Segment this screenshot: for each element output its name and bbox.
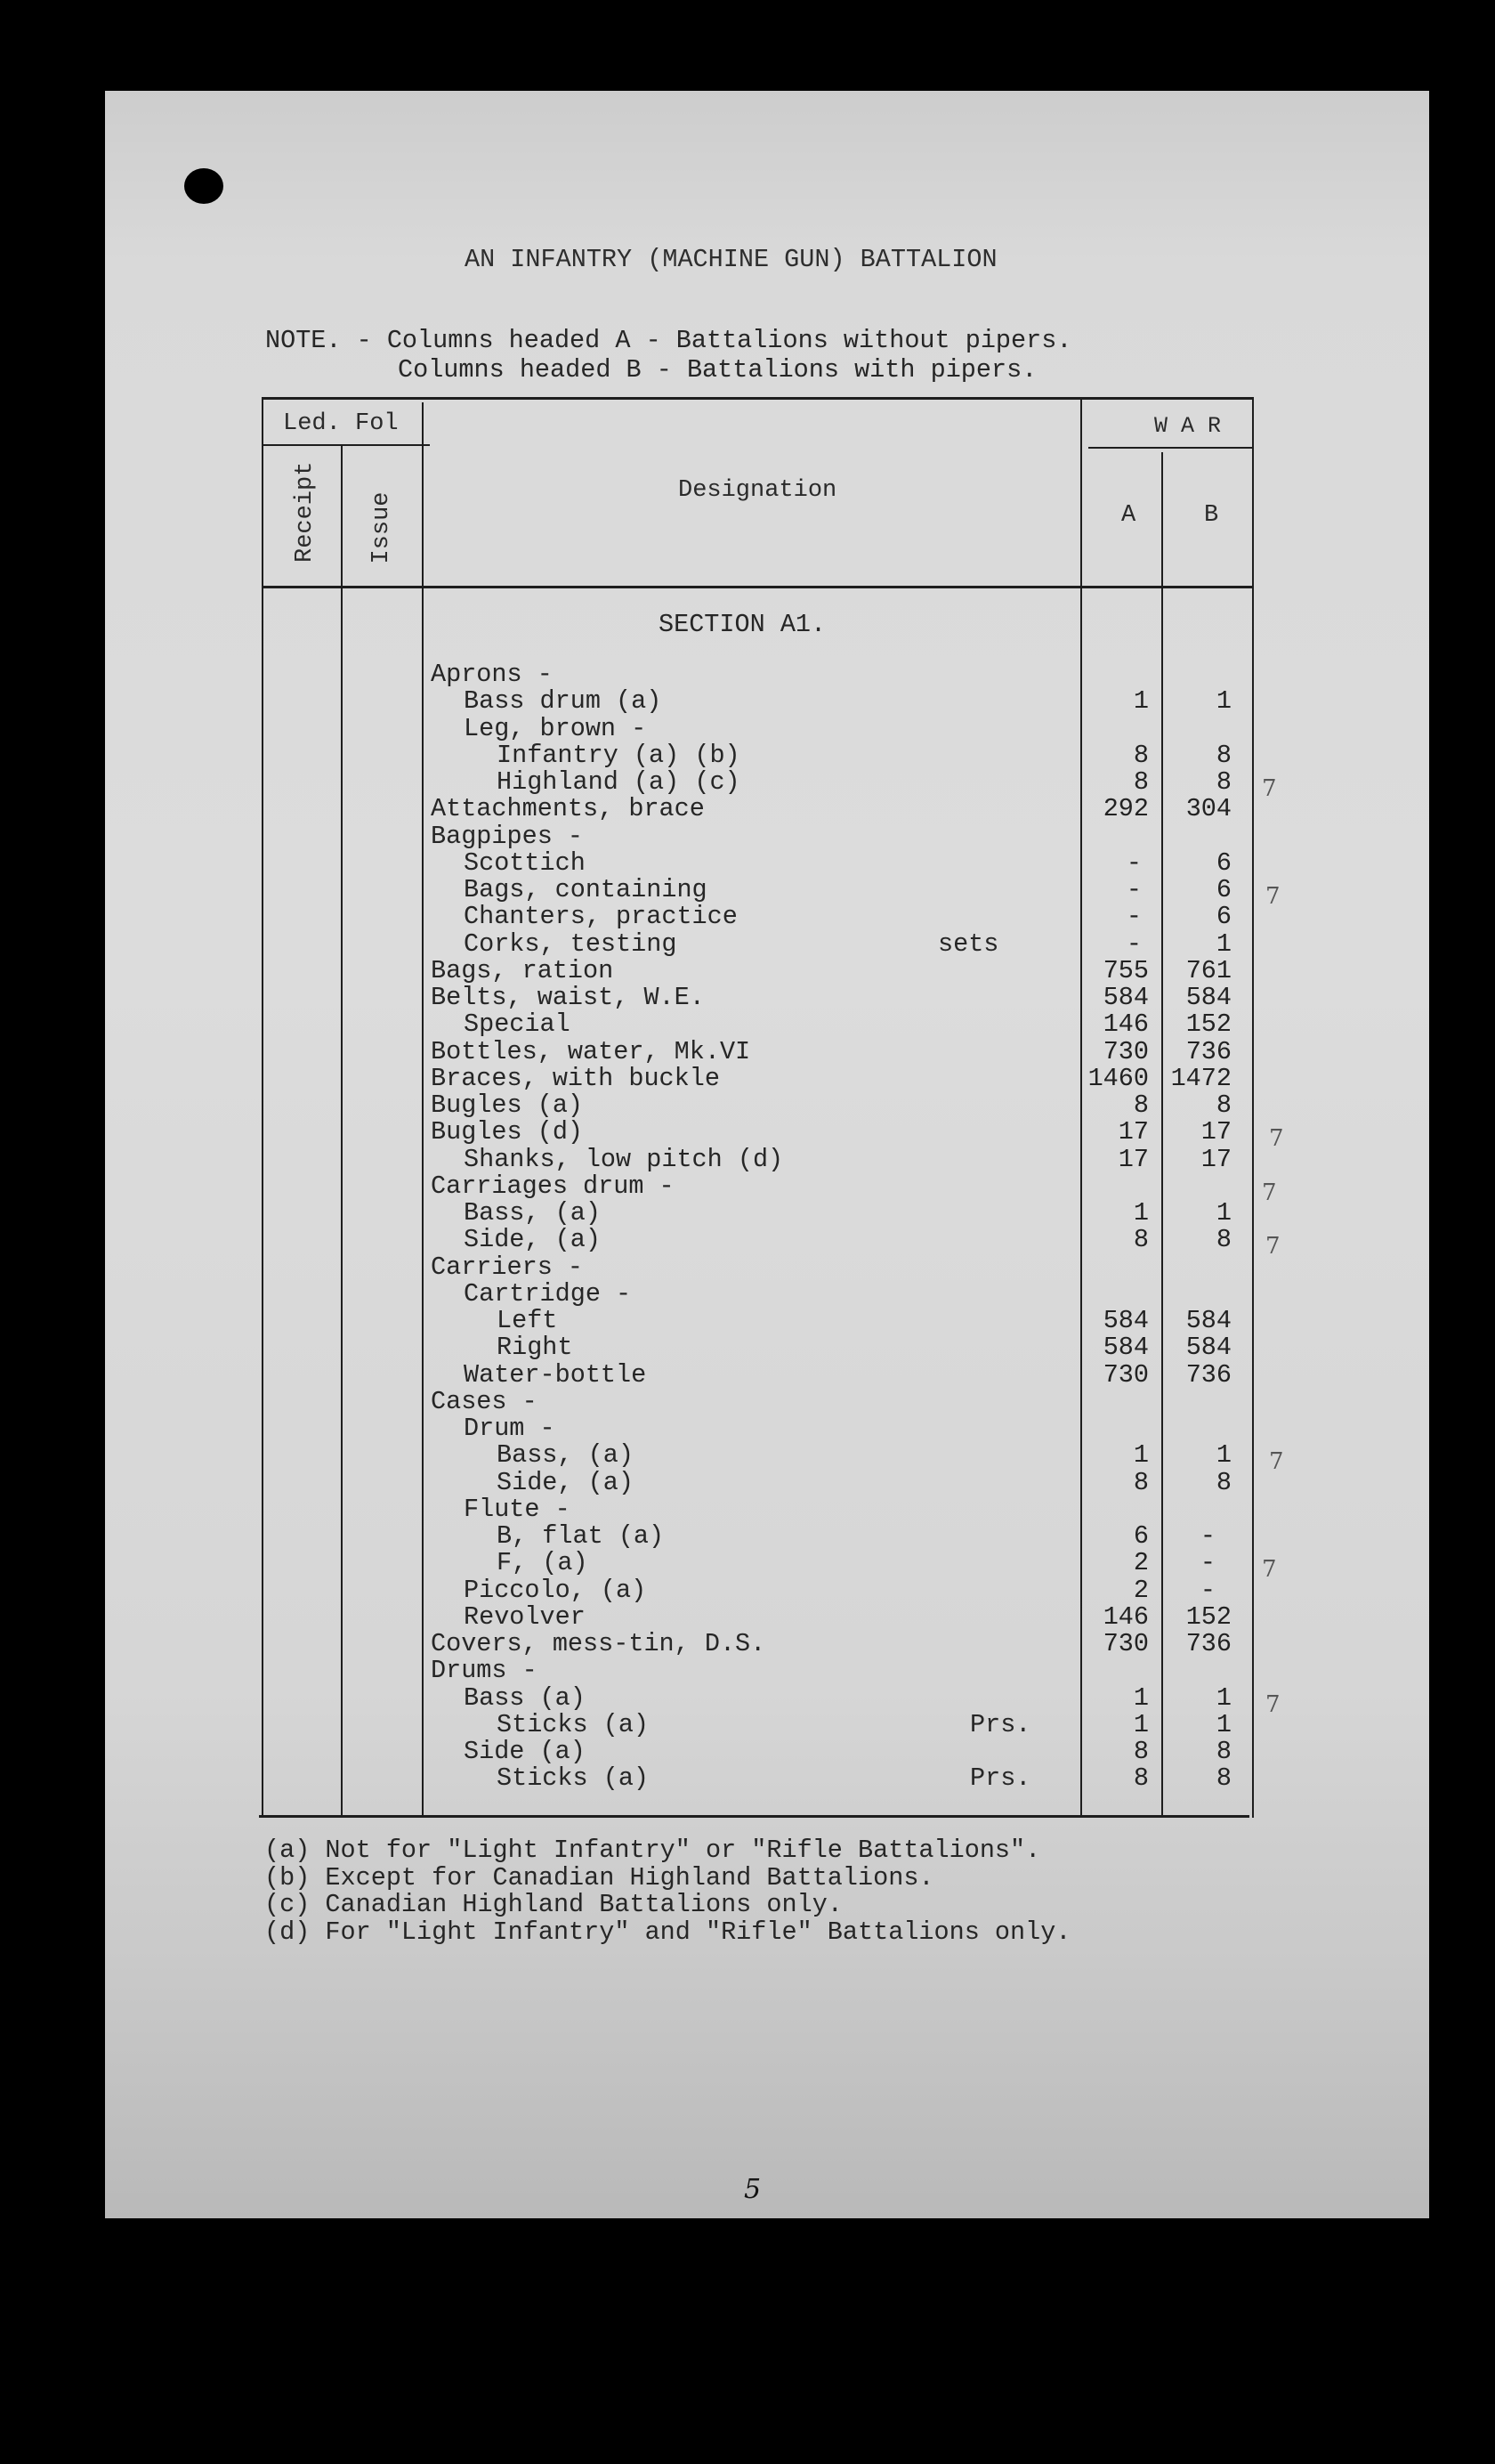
table-row [431,713,1232,743]
designation-cell: Carriages drum - [431,1171,675,1201]
col-a-cell: 8 [1133,740,1149,770]
designation-cell: Sticks (a) [497,1763,650,1794]
table-row [431,955,1232,985]
col-b-cell: 8 [1216,1467,1232,1497]
table-row [431,686,1232,717]
table-row [431,1090,1232,1120]
col-a-cell: 146 [1103,1601,1149,1632]
handwritten-check-mark: 7 [1269,1448,1284,1476]
col-b-cell: 584 [1185,983,1232,1012]
designation-cell: Flute - [464,1494,570,1524]
table-row [431,1494,1232,1524]
col-a-cell: 2 [1133,1575,1149,1605]
col-a-cell: 17 [1118,1117,1149,1147]
section-title: SECTION A1. [659,610,827,639]
col-b-cell: 1 [1216,1682,1232,1713]
table-row [431,1036,1232,1066]
col-b-cell: 1 [1216,686,1232,717]
designation-cell: Attachments, brace [431,794,705,824]
col-a-cell: 730 [1103,1629,1149,1658]
col-a-cell: 1 [1133,1682,1149,1713]
table-row [431,1117,1232,1147]
table-row [431,1658,1232,1685]
table-row [431,1763,1232,1794]
col-b-cell: 17 [1200,1144,1232,1174]
col-b-cell: 736 [1185,1359,1232,1390]
col-a-cell: 8 [1133,1467,1149,1497]
col-a-cell: 1460 [1087,1063,1149,1093]
col-b-cell: 8 [1216,1225,1232,1255]
header-ledger-folio: Led. Fol [283,410,399,437]
col-a-cell: 584 [1103,1306,1149,1335]
table-row [431,1709,1232,1739]
footnote: (d) For "Light Infantry" and "Rifle" Battalions only. [264,1917,1071,1947]
col-b-cell: 304 [1185,794,1232,824]
table-row [431,1278,1232,1309]
handwritten-check-mark: 7 [1265,883,1281,910]
col-a-cell: 1 [1133,686,1149,717]
table-row [431,1009,1232,1040]
unit-cell: sets [938,928,999,959]
designation-cell: Bags, ration [431,955,614,985]
col-a-cell: - [1126,902,1142,932]
col-a-cell: 8 [1133,1225,1149,1255]
designation-cell: Side, (a) [497,1467,634,1497]
designation-cell: Bagpipes - [431,821,584,851]
table-row [431,1682,1232,1713]
col-a-cell: 730 [1103,1359,1149,1390]
col-a-cell: 1 [1133,1709,1149,1739]
table-border-bottom [259,1815,1249,1818]
handwritten-check-mark: 7 [1262,1179,1277,1206]
document-title: AN INFANTRY (MACHINE GUN) BATTALION [465,245,998,274]
col-b-cell: - [1200,1575,1216,1605]
col-b-cell: 6 [1216,902,1232,932]
col-a-cell: 17 [1118,1144,1149,1174]
header-receipt: Receipt [292,461,319,563]
designation-cell: Leg, brown - [464,713,647,743]
designation-cell: Bugles (a) [431,1090,584,1120]
table-row [431,928,1232,959]
table-row [431,740,1232,770]
designation-cell: Infantry (a) (b) [497,740,740,770]
designation-cell: Shanks, low pitch (d) [464,1144,784,1174]
table-row [431,1521,1232,1551]
table-row [431,1739,1232,1766]
col-b-cell: 8 [1216,1090,1232,1120]
war-rule [1088,447,1254,449]
header-col-b: B [1204,502,1219,529]
header-rule [262,586,1254,588]
header-issue: Issue [368,491,395,564]
table-border-top [262,397,1254,400]
col-b-cell: 1472 [1170,1063,1232,1093]
designation-cell: Drum - [464,1414,555,1443]
table-row [431,1225,1232,1255]
table-border-left [262,397,263,1818]
issue-designation-divider [422,402,424,1817]
page-number: 5 [744,2174,762,2205]
col-b-cell: 8 [1216,767,1232,797]
col-a-cell: 584 [1103,983,1149,1012]
note-line-a: NOTE. - Columns headed A - Battalions without pipers. [265,326,1072,355]
col-a-cell: 2 [1133,1548,1149,1578]
designation-cell: Sticks (a) [497,1709,650,1739]
col-b-cell: 736 [1185,1036,1232,1066]
table-row [431,1063,1232,1093]
designation-cell: Piccolo, (a) [464,1575,647,1605]
receipt-issue-divider [341,445,343,1817]
col-b-cell: 584 [1185,1306,1232,1335]
designation-cell: Belts, waist, W.E. [431,983,705,1012]
designation-cell: Braces, with buckle [431,1063,720,1093]
handwritten-check-mark: 7 [1262,1556,1277,1584]
designation-cell: Cases - [431,1386,537,1416]
designation-cell: Water-bottle [464,1359,647,1390]
table-row [431,847,1232,878]
col-a-cell: 146 [1103,1009,1149,1040]
col-b-cell: 152 [1185,1009,1232,1040]
col-b-cell: 761 [1185,955,1232,985]
table-row [431,1386,1232,1416]
col-b-cell: 1 [1216,1709,1232,1739]
designation-cell: Bugles (d) [431,1117,584,1147]
table-row [431,1144,1232,1174]
col-a-cell: - [1126,847,1142,878]
header-war: W A R [1154,413,1222,439]
table-border-right [1252,397,1254,1818]
col-a-cell: - [1126,928,1142,959]
punch-hole [184,168,223,204]
ledfol-rule [263,444,430,446]
designation-cell: Bags, containing [464,875,707,904]
table-row [431,875,1232,904]
handwritten-check-mark: 7 [1269,1125,1284,1153]
designation-cell: Bass, (a) [497,1440,634,1471]
col-a-cell: 584 [1103,1333,1149,1363]
col-a-cell: 8 [1133,1763,1149,1794]
col-b-cell: 8 [1216,740,1232,770]
footnote: (b) Except for Canadian Highland Battalions. [264,1862,934,1893]
designation-cell: Drums - [431,1656,537,1686]
col-b-cell: 584 [1185,1333,1232,1363]
col-a-cell: 1 [1133,1440,1149,1471]
designation-cell: Covers, mess-tin, D.S. [431,1629,766,1658]
designation-cell: Bass (a) [464,1682,586,1713]
col-a-cell: 8 [1133,1090,1149,1120]
designation-cell: Side, (a) [464,1225,601,1255]
col-b-cell: 6 [1216,875,1232,904]
table-row [431,985,1232,1012]
col-a-cell: - [1126,875,1142,904]
handwritten-check-mark: 7 [1265,1690,1281,1718]
designation-cell: Bass, (a) [464,1198,601,1228]
designation-cell: Bottles, water, Mk.VI [431,1036,751,1066]
designation-cell: F, (a) [497,1548,588,1578]
table-row [431,1252,1232,1282]
col-b-cell: 8 [1216,1763,1232,1794]
table-row [431,1575,1232,1605]
designation-cell: Left [497,1306,558,1335]
designation-cell: Scottich [464,847,586,878]
table-row [431,1359,1232,1390]
col-b-cell: - [1200,1548,1216,1578]
designation-cell: Side (a) [464,1737,586,1766]
designation-cell: Chanters, practice [464,902,738,932]
note-line-b: Columns headed B - Battalions with pipers. [398,355,1038,385]
table-row [431,1467,1232,1497]
designation-cell: Special [464,1009,570,1040]
col-a-cell: 1 [1133,1198,1149,1228]
table-row [431,767,1232,797]
col-b-cell: 8 [1216,1737,1232,1766]
header-designation: Designation [678,477,837,504]
col-a-cell: 755 [1103,955,1149,985]
designation-cell: Bass drum (a) [464,686,662,717]
table-row [431,1440,1232,1471]
footnote: (c) Canadian Highland Battalions only. [264,1890,843,1919]
header-col-a: A [1121,502,1136,529]
table-row [431,1171,1232,1201]
designation-cell: B, flat (a) [497,1521,665,1551]
col-b-cell: - [1200,1521,1216,1551]
col-a-cell: 292 [1103,794,1149,824]
designation-cell: Revolver [464,1601,586,1632]
designation-cell: Highland (a) (c) [497,767,740,797]
table-row [431,821,1232,851]
col-a-cell: 6 [1133,1521,1149,1551]
col-b-cell: 1 [1216,1440,1232,1471]
table-row [431,1601,1232,1632]
table-row [431,1335,1232,1362]
handwritten-check-mark: 7 [1262,775,1277,802]
handwritten-check-mark: 7 [1265,1233,1281,1260]
designation-cell: Right [497,1333,573,1363]
col-b-cell: 1 [1216,1198,1232,1228]
table-row [431,662,1232,689]
col-a-cell: 8 [1133,767,1149,797]
col-b-cell: 17 [1200,1117,1232,1147]
col-a-cell: 730 [1103,1036,1149,1066]
col-b-cell: 152 [1185,1601,1232,1632]
col-b-cell: 736 [1185,1629,1232,1658]
designation-cell: Carriers - [431,1252,584,1282]
unit-cell: Prs. [970,1709,1031,1739]
table-row [431,904,1232,931]
col-a-cell: 8 [1133,1737,1149,1766]
col-b-cell: 6 [1216,847,1232,878]
table-row [431,1629,1232,1658]
designation-cell: Aprons - [431,660,553,689]
table-row [431,1416,1232,1443]
unit-cell: Prs. [970,1763,1031,1794]
table-row [431,1198,1232,1228]
table-row [431,1548,1232,1578]
table-row [431,1306,1232,1335]
table-row [431,794,1232,824]
col-b-cell: 1 [1216,928,1232,959]
designation-cell: Cartridge - [464,1278,632,1309]
footnote: (a) Not for "Light Infantry" or "Rifle Battalions". [264,1836,1041,1865]
designation-cell: Corks, testing [464,928,677,959]
